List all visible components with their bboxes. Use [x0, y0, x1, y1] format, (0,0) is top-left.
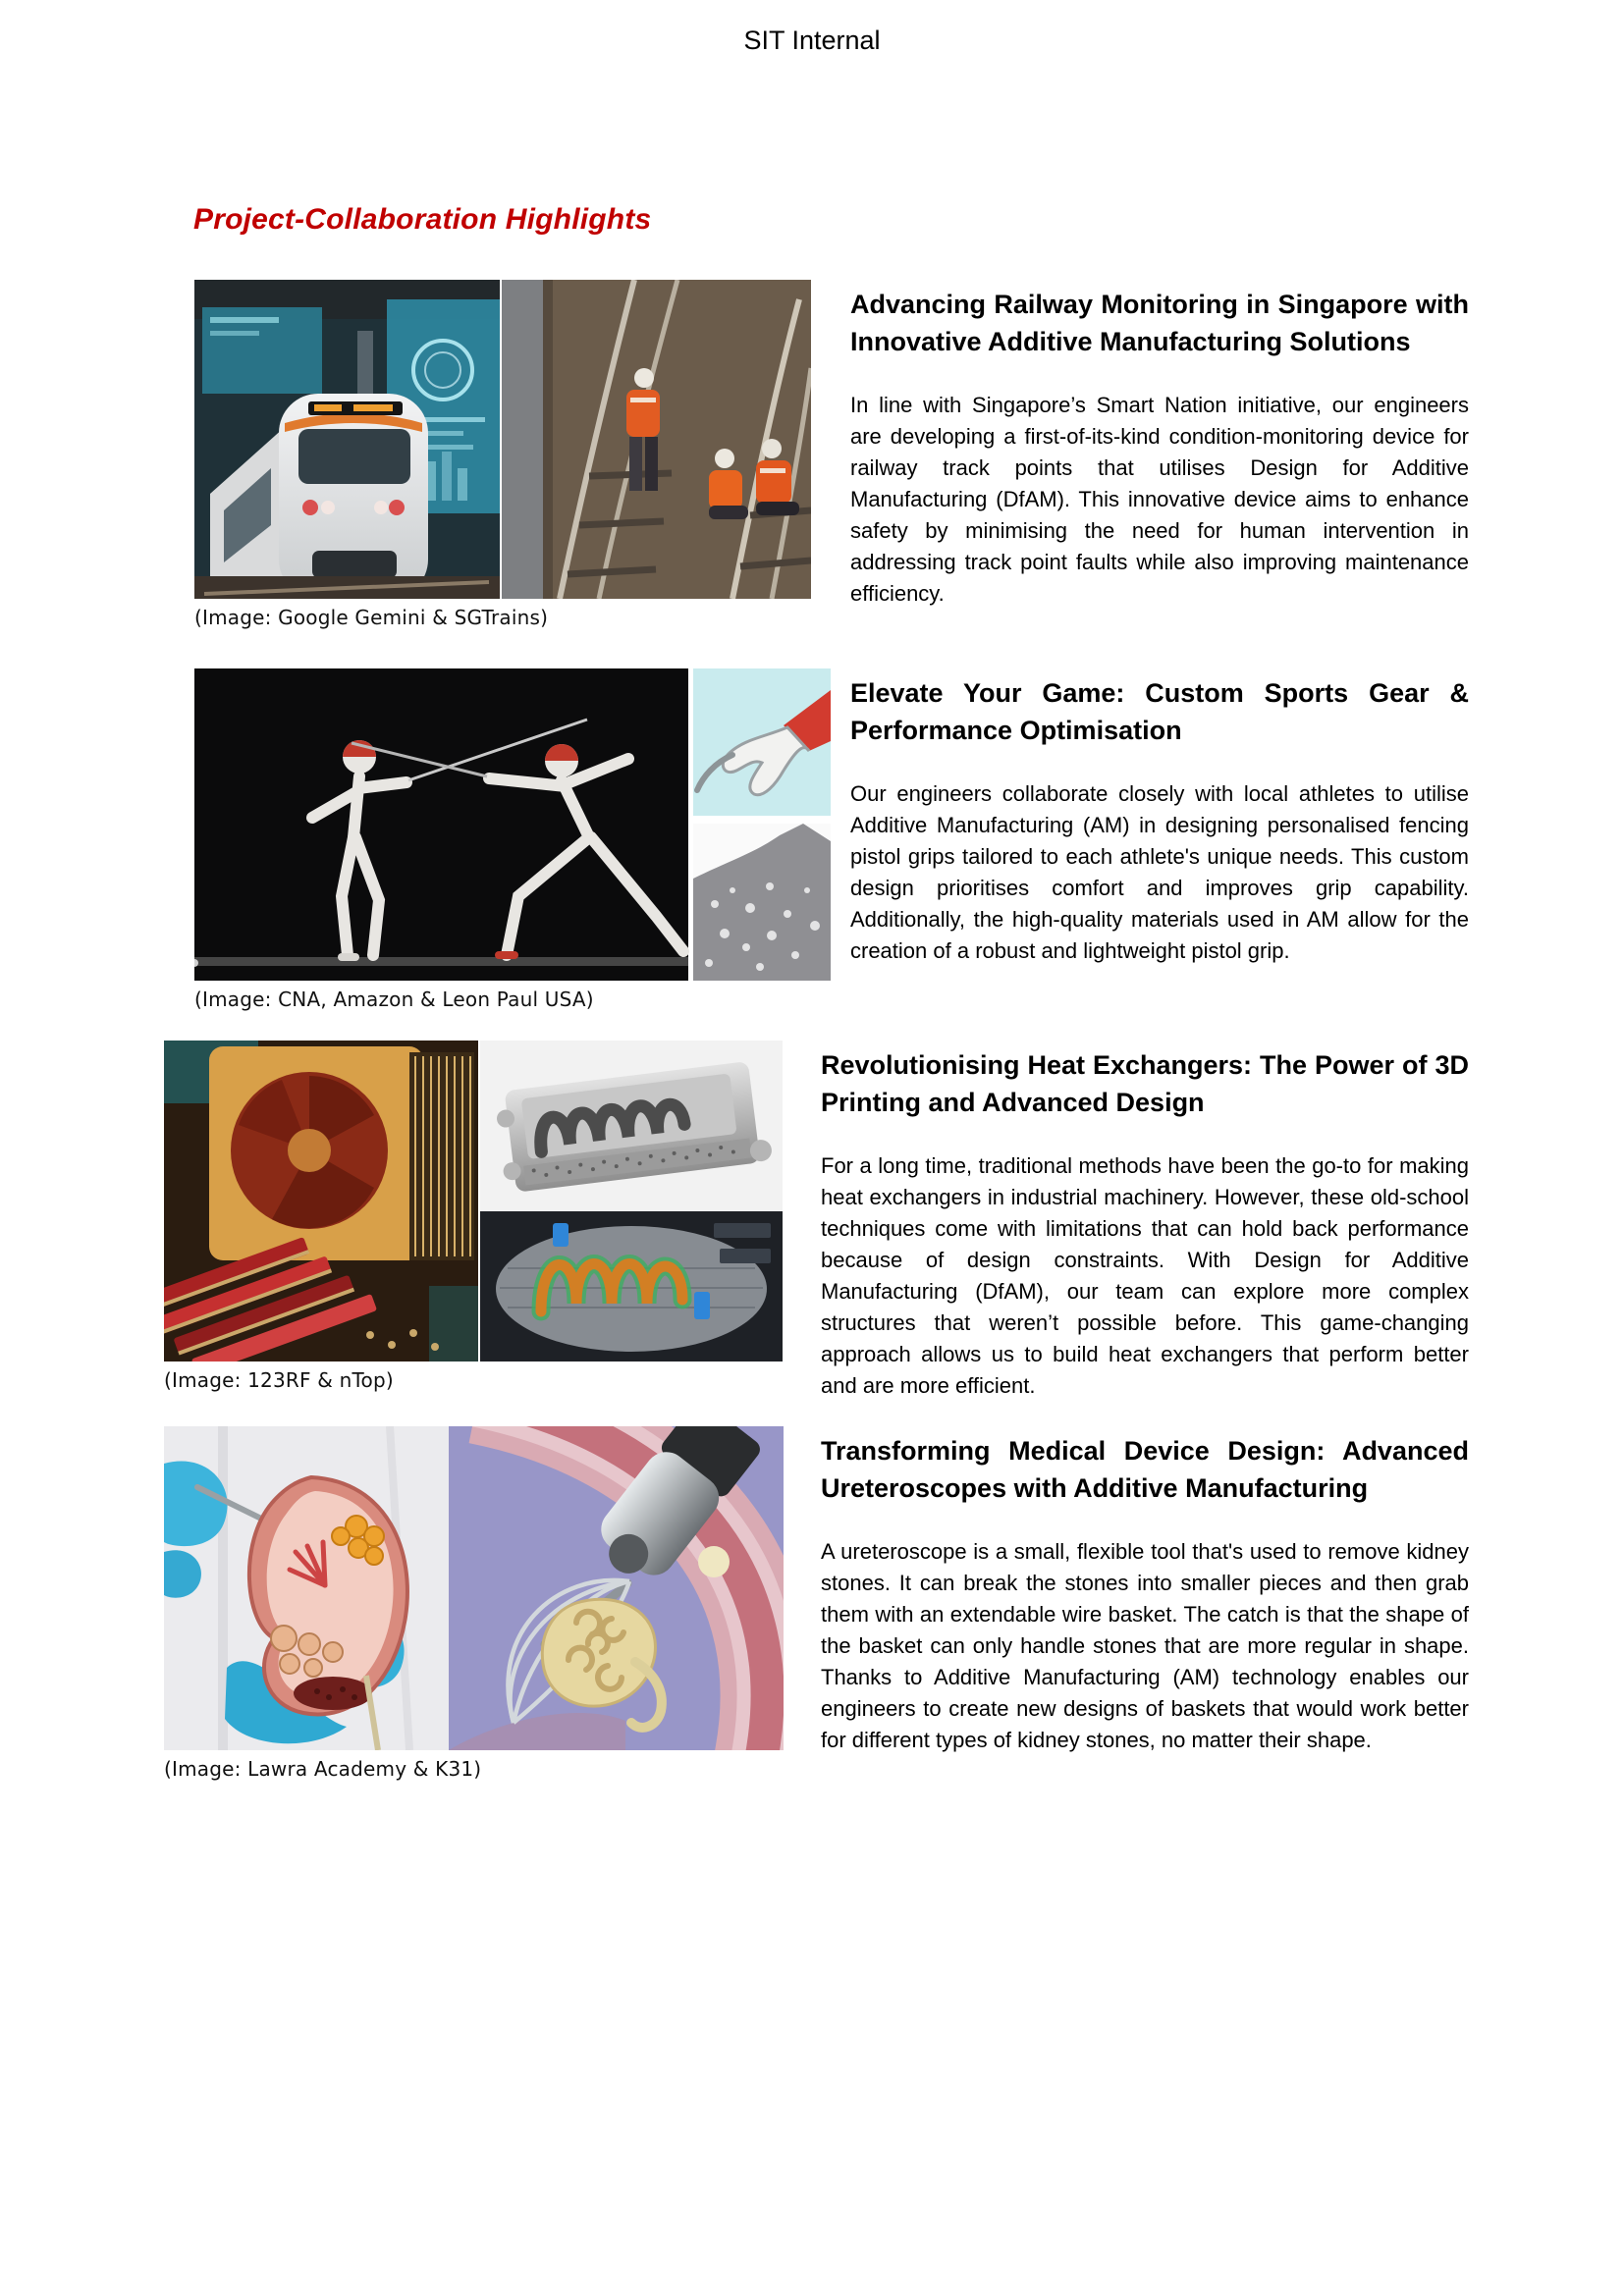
section-paragraph: In line with Singapore’s Smart Nation initiative, our engineers are developing a first-of-its-kind condition-monitoring device for railway track points that utilises Design for Additive Manufacturing (DfAM). This innovative device aims to enhance safety by minimising the need for human intervention in addressing track point faults while also improving maintenance efficiency.: [850, 393, 1469, 606]
railway-figure-column: [194, 280, 811, 629]
page-title: Project-Collaboration Highlights: [193, 203, 652, 236]
heat-exchanger-figure-column: [164, 1041, 783, 1392]
section-title: Elevate Your Game: Custom Sports Gear & Performance Optimisation: [850, 678, 1469, 745]
section-title: Revolutionising Heat Exchangers: The Power of 3D Printing and Advanced Design: [821, 1050, 1469, 1117]
heat-exchanger-text-column: [821, 1041, 1469, 1402]
section-fencing: [0, 668, 1624, 1011]
section-title: Advancing Railway Monitoring in Singapore with Innovative Additive Manufacturing Solutions: [850, 290, 1469, 356]
heat-exchanger-image: [164, 1041, 783, 1362]
ureteroscope-image: [164, 1426, 784, 1750]
section-heat-exchangers: [0, 1041, 1624, 1402]
image-caption: (Image: Google Gemini & SGTrains): [194, 606, 549, 629]
railway-text-column: [850, 280, 1469, 610]
section-title: Transforming Medical Device Design: Advanced Ureteroscopes with Additive Manufacturing: [821, 1436, 1469, 1503]
fencing-text-column: [850, 668, 1469, 967]
section-paragraph: A ureteroscope is a small, flexible tool that's used to remove kidney stones. It can break the stones into smaller pieces and then grab them with an extendable wire basket. The catch is that the shape of the basket can only handle stones that are more regular in shape. Thanks to Additive Manufacturing (AM) technology enables our engineers to create new designs of baskets that would work better for different types of kidney stones, no matter their shape.: [821, 1539, 1469, 1752]
fencing-figure-column: [194, 668, 831, 1011]
section-paragraph: Our engineers collaborate closely with local athletes to utilise Additive Manufacturing (AM) in designing personalised fencing pistol grips tailored to each athlete's unique needs. This custom design prioritises comfort and improves grip capability. Additionally, the high-quality materials used in AM allow for the creation of a robust and lightweight pistol grip.: [850, 781, 1469, 963]
section-medical: [0, 1426, 1624, 1781]
page-header: SIT Internal: [743, 26, 881, 55]
heat-exchanger-collage-graphic: [164, 1041, 783, 1362]
highlight-sections: [0, 280, 1624, 1781]
image-caption: (Image: CNA, Amazon & Leon Paul USA): [194, 988, 594, 1011]
image-caption: (Image: Lawra Academy & K31): [164, 1757, 482, 1781]
medical-text-column: [821, 1426, 1469, 1756]
railway-monitoring-image: [194, 280, 811, 599]
image-caption: (Image: 123RF & nTop): [164, 1368, 394, 1392]
medical-figure-column: [164, 1426, 784, 1781]
section-railway: [0, 280, 1624, 629]
ureteroscope-collage-graphic: [164, 1426, 784, 1750]
section-paragraph: For a long time, traditional methods have been the go-to for making heat exchangers in industrial machinery. However, these old-school techniques come with limitations that can hold back performance because of design constraints. With Design for Additive Manufacturing (DfAM), our team can explore more complex structures that weren’t possible before. This game-changing approach allows us to build heat exchangers that perform better and are more efficient.: [821, 1153, 1469, 1398]
fencing-grip-image: [194, 668, 831, 981]
fencing-collage-graphic: [194, 668, 831, 981]
railway-collage-graphic: [194, 280, 811, 599]
